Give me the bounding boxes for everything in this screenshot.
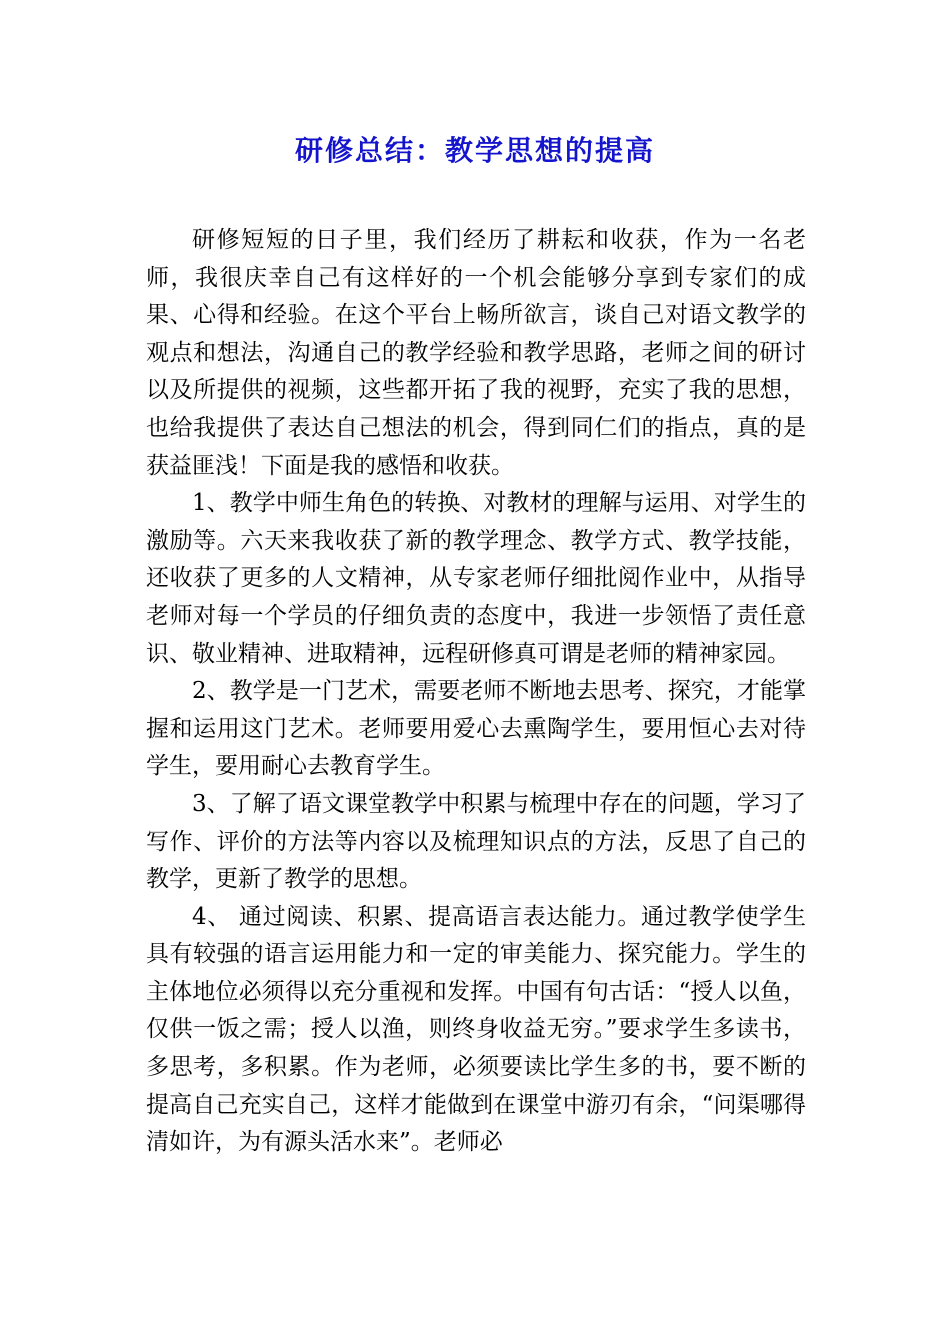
paragraph-point-3: 3、了解了语文课堂教学中积累与梳理中存在的问题，学习了写作、评价的方法等内容以及梳理知识点的方法，反思了自己的教学，更新了教学的思想。	[146, 790, 806, 893]
paragraph-intro: 研修短短的日子里，我们经历了耕耘和收获，作为一名老师，我很庆幸自己有这样好的一个机会能够分享到专家们的成果、心得和经验。在这个平台上畅所欲言，谈自己对语文教学的观点和想法，沟通自己的教学经验和教学思路，老师之间的研讨以及所提供的视频，这些都开拓了我的视野，充实了我的思想，也给我提供了表达自己想法的机会，得到同仁们的指点，真的是获益匪浅！下面是我的感悟和收获。	[146, 227, 806, 479]
document-body	[146, 222, 806, 1162]
document-title: 研修总结：教学思想的提高	[294, 134, 655, 167]
paragraph-point-1: 1、教学中师生角色的转换、对教材的理解与运用、对学生的激励等。六天来我收获了新的教学理念、教学方式、教学技能，还收获了更多的人文精神，从专家老师仔细批阅作业中，从指导老师对每一个学员的仔细负责的态度中，我进一步领悟了责任意识、敬业精神、进取精神，远程研修真可谓是老师的精神家园。	[146, 490, 806, 667]
paragraph-point-2: 2、教学是一门艺术，需要老师不断地去思考、探究，才能掌握和运用这门艺术。老师要用爱心去熏陶学生，要用恒心去对待学生，要用耐心去教育学生。	[146, 678, 806, 780]
paragraph-point-4: 4、 通过阅读、积累、提高语言表达能力。通过教学使学生具有较强的语言运用能力和一定的审美能力、探究能力。学生的主体地位必须得以充分重视和发挥。中国有句古话：“授人以鱼，仅供一饭之需；授人以渔，则终身收益无穷。”要求学生多读书，多思考，多积累。作为老师，必须要读比学生多的书，要不断的提高自己充实自己，这样才能做到在课堂中游刃有余，“问渠哪得清如许，为有源头活水来”。老师必	[146, 903, 806, 1156]
